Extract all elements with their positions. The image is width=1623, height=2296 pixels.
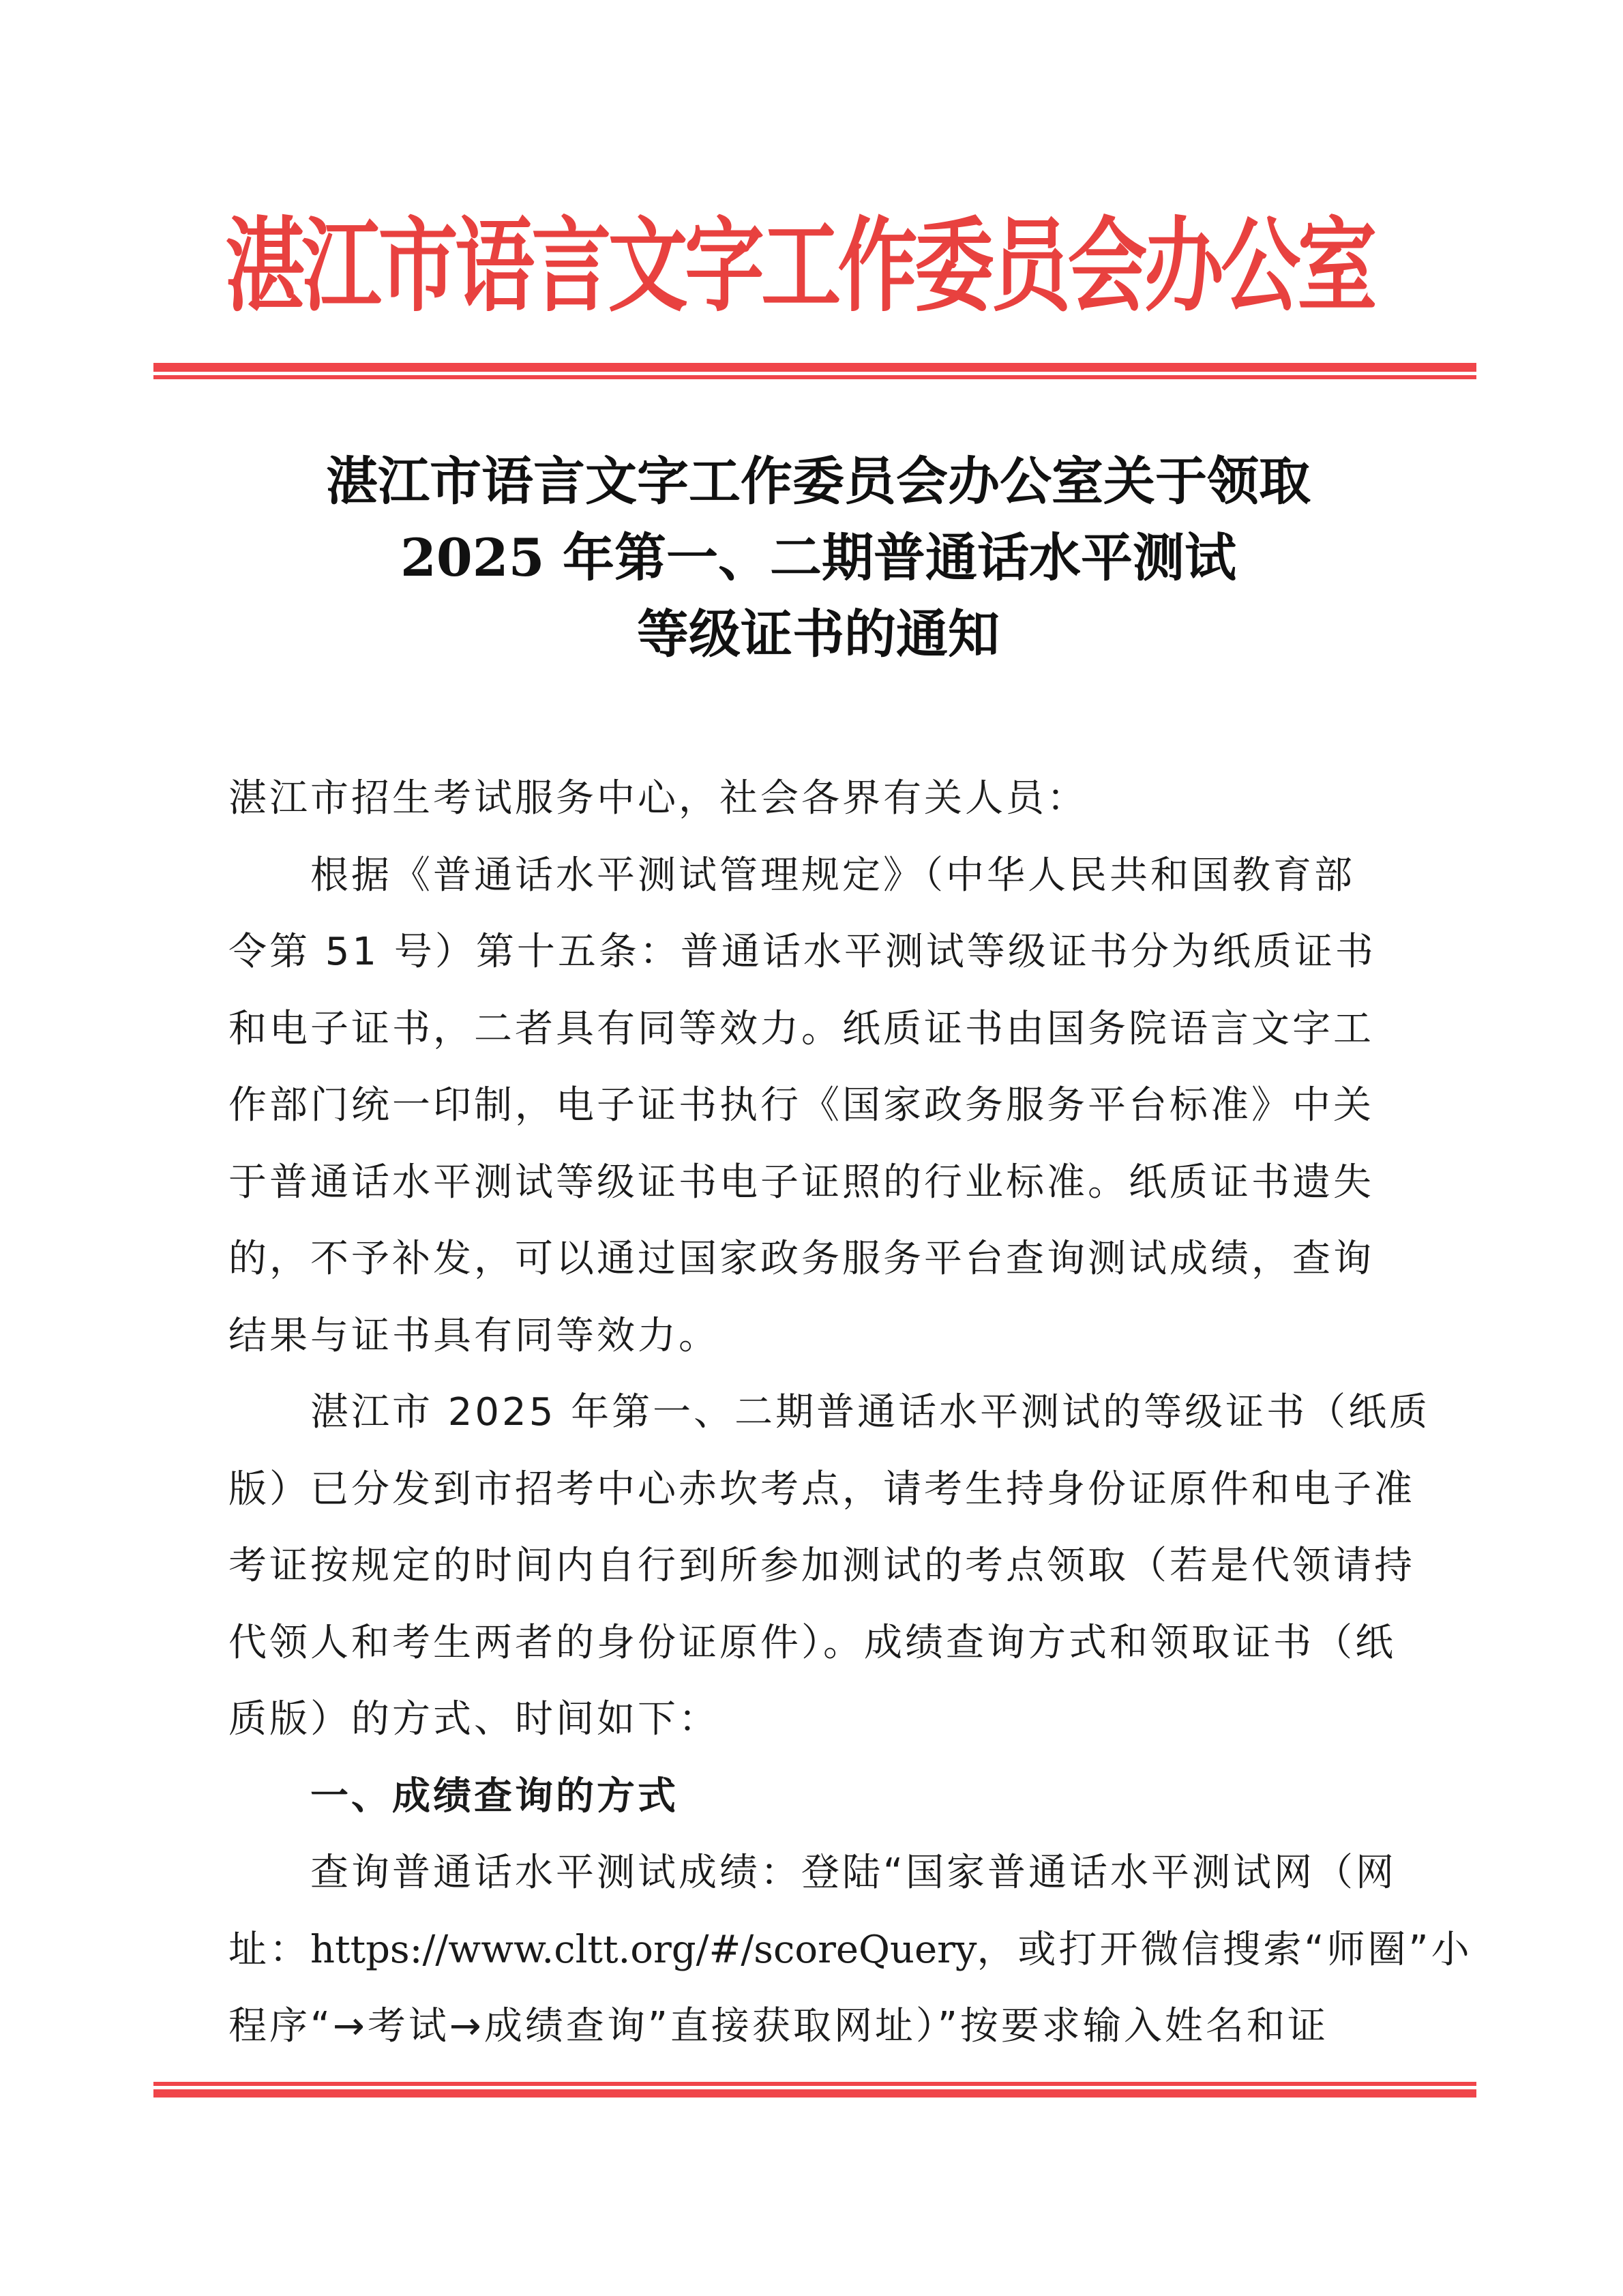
paragraph-line: 于普通话水平测试等级证书电子证照的行业标准。纸质证书遗失 [228,1160,1374,1205]
paragraph-line: 考证按规定的时间内自行到所参加测试的考点领取（若是代领请持 [228,1544,1415,1588]
letterhead-divider-thick [153,363,1476,372]
paragraph-line: 结果与证书具有同等效力。 [228,1313,719,1358]
letterhead-divider-thin [153,375,1476,379]
document-title [205,443,1432,673]
paragraph-line: 程序“→考试→成绩查询”直接获取网址）”按要求输入姓名和证 [228,2004,1328,2048]
document-body [228,761,1472,2065]
paragraph-regulation [228,838,1442,1375]
paragraph-line: 的，不予补发，可以通过国家政务服务平台查询测试成绩，查询 [228,1237,1374,1281]
paragraph-line: 查询普通话水平测试成绩：登陆“国家普通话水平测试网（网 [310,1851,1397,1895]
footer-divider-thin [153,2082,1476,2086]
footer-divider-thick [153,2089,1476,2098]
url-label: 址： [228,1927,310,1972]
paragraph-line: 令第 51 号）第十五条：普通话水平测试等级证书分为纸质证书 [228,930,1376,974]
paragraph-line: 湛江市 2025 年第一、二期普通话水平测试的等级证书（纸质 [310,1390,1431,1434]
title-line-3: 等级证书的通知 [637,604,1000,664]
section-heading: 一、成绩查询的方式 [310,1773,679,1819]
url-trailing-text: ，或打开微信搜索“师圈”小 [977,1927,1472,1972]
paragraph-line: 版）已分发到市招考中心赤坎考点，请考生持身份证原件和电子准 [228,1467,1415,1512]
paragraph-line: 质版）的方式、时间如下： [228,1697,719,1741]
letterhead-issuer: 湛江市语言文字工作委员会办公室 [225,206,1374,326]
paragraph-line: 根据《普通话水平测试管理规定》（中华人民共和国教育部 [310,853,1355,898]
paragraph-line-with-url [228,1912,1472,1989]
paragraph-line: 和电子证书，二者具有同等效力。纸质证书由国务院语言文字工 [228,1006,1374,1051]
title-line-2: 2025 年第一、二期普通话水平测试 [400,527,1236,588]
title-line-1: 湛江市语言文字工作委员会办公室关于领取 [326,451,1311,512]
salutation: 湛江市招生考试服务中心，社会各界有关人员： [228,776,1088,821]
paragraph-distribution [228,1374,1442,1758]
paragraph-line: 作部门统一印制，电子证书执行《国家政务服务平台标准》中关 [228,1083,1374,1128]
score-query-url: https://www.cltt.org/#/scoreQuery [310,1927,977,1972]
section-score-query [228,1758,1472,2065]
paragraph-line: 代领人和考生两者的身份证原件）。成绩查询方式和领取证书（纸 [228,1620,1396,1665]
